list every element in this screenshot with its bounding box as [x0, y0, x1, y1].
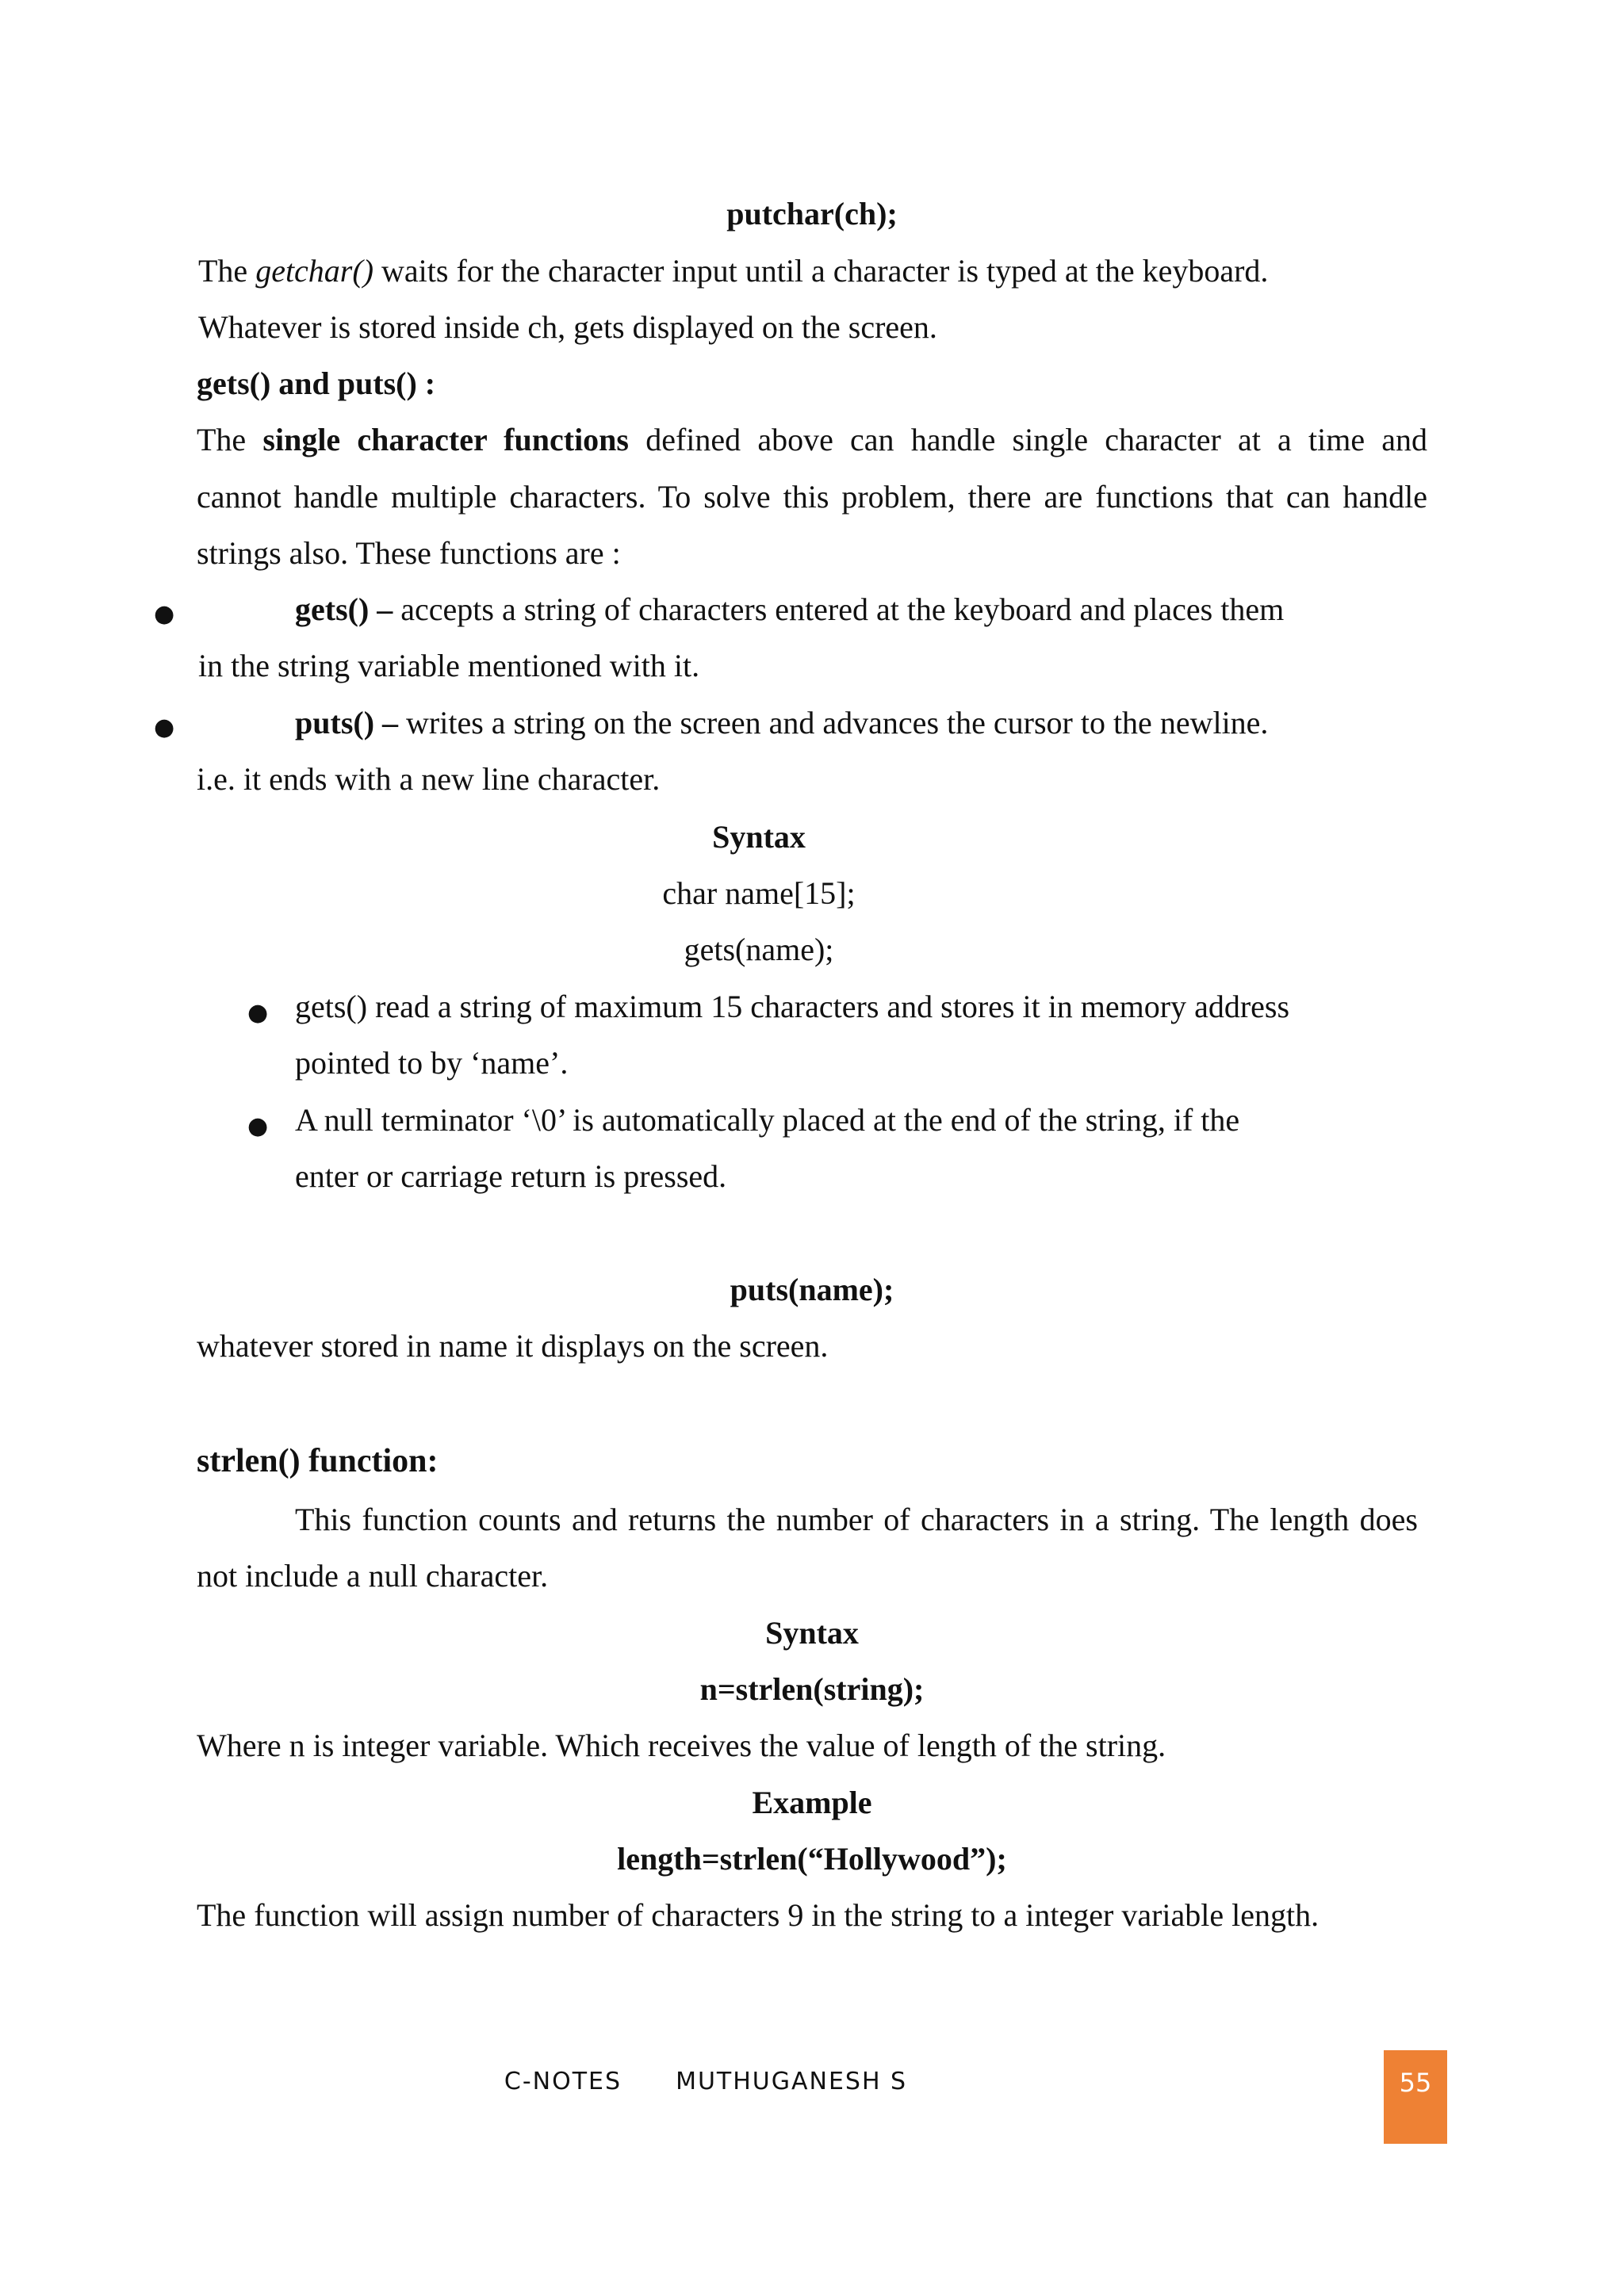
- bullet-gets-continuation: in the string variable mentioned with it.: [198, 648, 700, 683]
- code-strlen-example: length=strlen(“Hollywood”);: [617, 1841, 1007, 1877]
- footer-title: C-NOTES: [504, 2068, 622, 2095]
- syntax-label-gets: Syntax: [712, 819, 806, 855]
- code-strlen-syntax: n=strlen(string);: [699, 1671, 925, 1707]
- whatever-line: Whatever is stored inside ch, gets displayed on the screen.: [198, 309, 937, 345]
- single-char-paragraph-line1: The single character functions defined above can handle single character at a time and: [197, 422, 1428, 457]
- getchar-function: getchar(): [255, 253, 374, 289]
- footer-author: MUTHUGANESH S: [676, 2068, 908, 2095]
- bullet-null-terminator-line1: A null terminator ‘\0’ is automatically placed at the end of the string, if the: [295, 1102, 1240, 1138]
- final-line: The function will assign number of characters 9 in the string to a integer variable length.: [197, 1897, 1320, 1933]
- getchar-paragraph: The getchar() waits for the character input until a character is typed at the keyboard.: [198, 253, 1269, 289]
- bullet-icon: ●: [154, 600, 175, 628]
- code-putchar: putchar(ch);: [726, 196, 898, 232]
- bullet-gets-read-line2: pointed to by ‘name’.: [295, 1045, 569, 1081]
- example-label: Example: [752, 1785, 872, 1820]
- bullet-icon: ●: [154, 714, 175, 741]
- strlen-paragraph-line1: This function counts and returns the number of characters in a string. The length does: [295, 1502, 1418, 1537]
- strlen-paragraph-line2: not include a null character.: [197, 1558, 549, 1594]
- gets-puts-heading: gets() and puts() :: [197, 365, 436, 401]
- bullet-puts-continuation: i.e. it ends with a new line character.: [197, 761, 661, 797]
- bullet-gets: gets() – accepts a string of characters entered at the keyboard and places them: [295, 591, 1285, 627]
- code-puts-name: puts(name);: [730, 1272, 894, 1307]
- where-line: Where n is integer variable. Which receives the value of length of the string.: [197, 1728, 1166, 1763]
- syntax-gets-name: gets(name);: [684, 932, 834, 967]
- syntax-label-strlen: Syntax: [765, 1615, 859, 1651]
- bullet-gets-read-line1: gets() read a string of maximum 15 characters and stores it in memory address: [295, 989, 1290, 1024]
- bullet-null-terminator-line2: enter or carriage return is pressed.: [295, 1158, 727, 1194]
- page-number-badge: 55: [1384, 2050, 1447, 2144]
- single-char-paragraph-line2: cannot handle multiple characters. To solve this problem, there are functions that can handle: [197, 479, 1427, 515]
- single-char-paragraph-line3: strings also. These functions are :: [197, 535, 621, 571]
- syntax-char-name: char name[15];: [662, 875, 856, 911]
- strlen-heading: strlen() function:: [197, 1443, 439, 1479]
- bullet-icon: ●: [247, 999, 269, 1027]
- bullet-puts: puts() – writes a string on the screen and advances the cursor to the newline.: [295, 705, 1269, 740]
- puts-description: whatever stored in name it displays on the screen.: [197, 1328, 829, 1364]
- bullet-icon: ●: [247, 1112, 269, 1140]
- footer: [0, 2068, 1411, 2095]
